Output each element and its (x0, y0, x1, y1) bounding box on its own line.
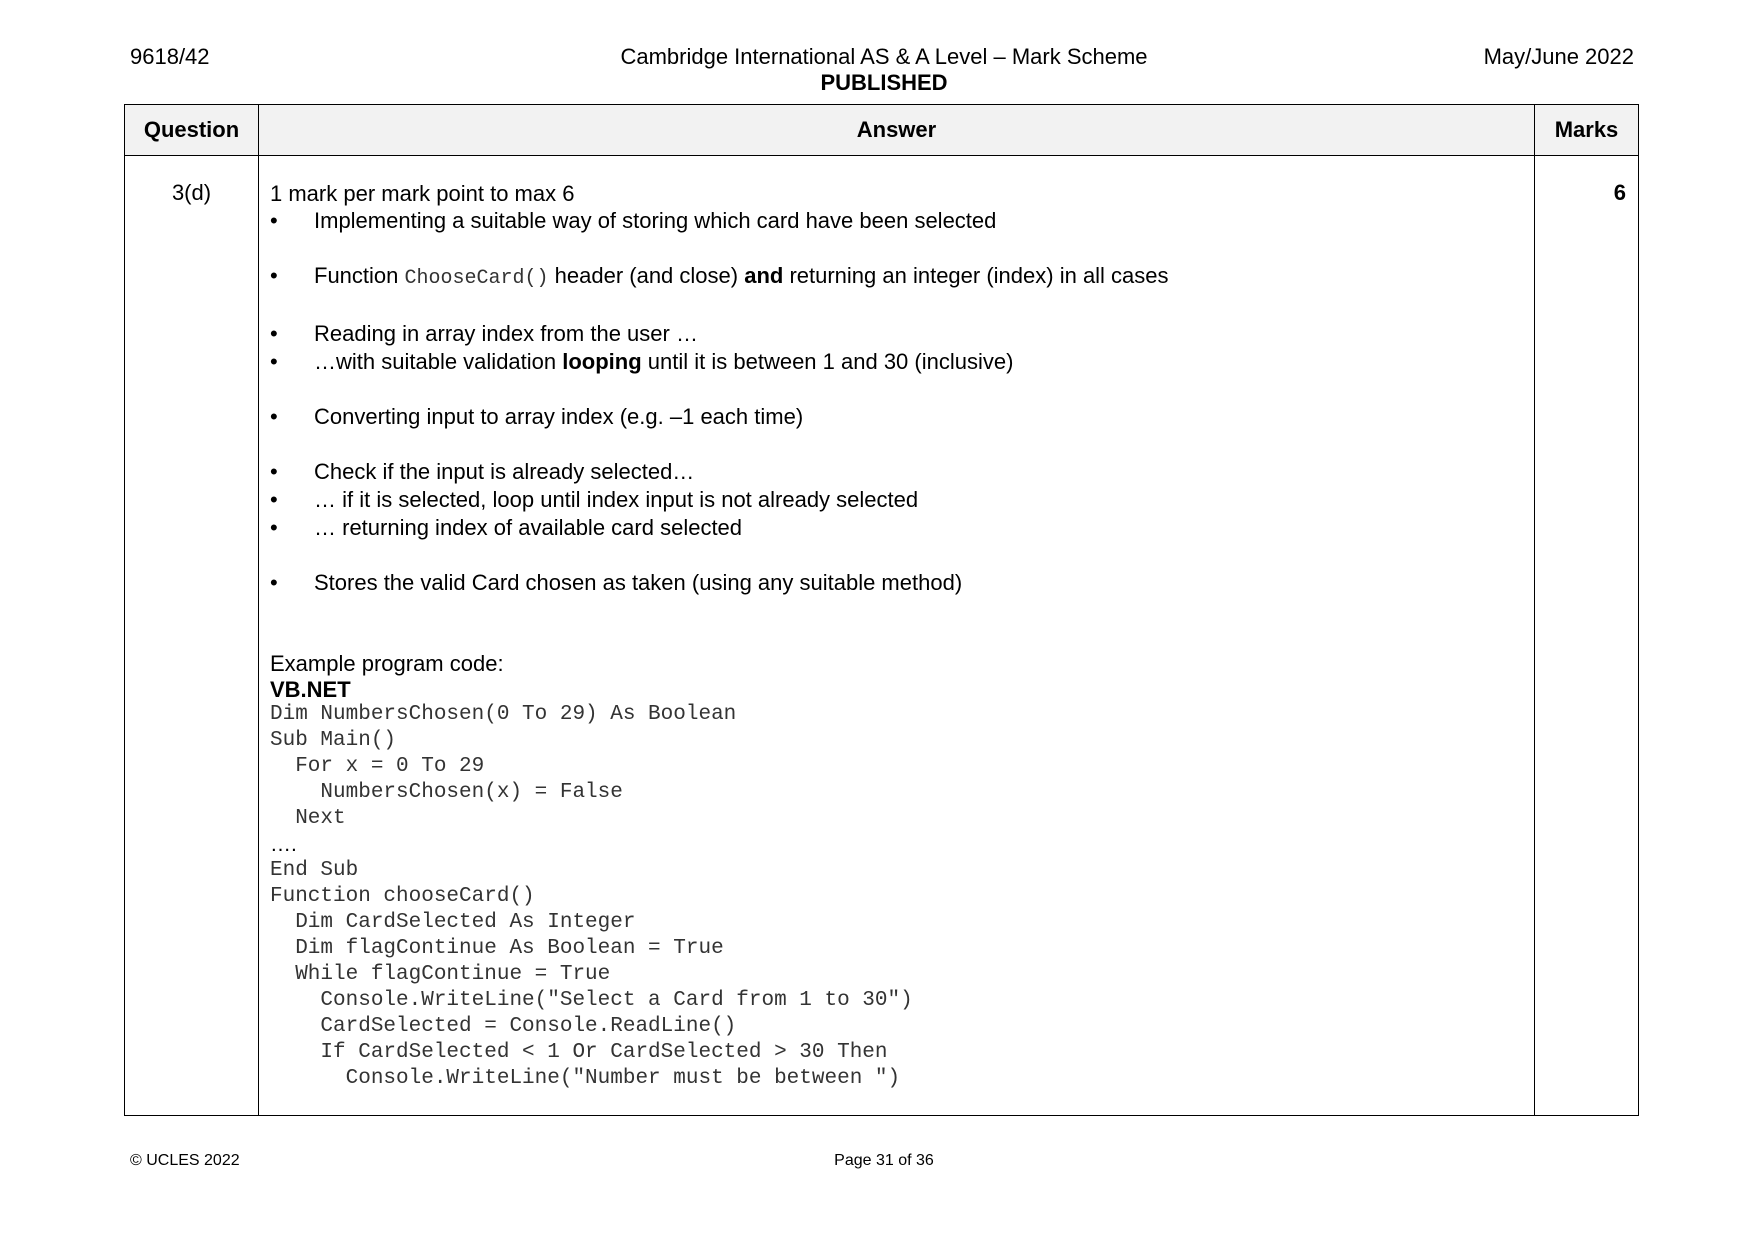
bullet-icon: • (270, 487, 278, 512)
published-label: PUBLISHED (820, 70, 948, 95)
list-item: • Reading in array index from the user … (270, 321, 698, 346)
list-item: • Check if the input is already selected… (270, 459, 695, 484)
paper-code: 9618/42 (130, 44, 210, 69)
bullet-group-6 (270, 569, 1524, 597)
page-number: Page 31 of 36 (834, 1152, 934, 1169)
column-header-question: Question (125, 105, 259, 156)
code-block-continued: End Sub Function chooseCard() Dim CardSelected As Integer Dim flagContinue As Boolean = True While flagContinue = True Console.WriteLine("Select a Card from 1 to 30") CardSelected = Console.ReadLine() If CardSelected < 1 Or CardSelected > 30 Then Console.WriteLine("Number must be between ") (270, 859, 913, 1090)
column-header-answer: Answer (259, 105, 1535, 156)
list-item: • Function ChooseCard() header (and close) and returning an integer (index) in all cases (270, 263, 1169, 290)
bullet-group-2 (270, 262, 1524, 293)
bullet-group-3 (270, 320, 1524, 376)
list-item: • Stores the valid Card chosen as taken (using any suitable method) (270, 570, 963, 595)
bullet-icon: • (270, 404, 278, 429)
mark-scheme-table (124, 104, 1639, 1116)
mark-intro: 1 mark per mark point to max 6 (270, 181, 575, 206)
answer-cell (259, 156, 1535, 1116)
document-title: Cambridge International AS & A Level – Mark Scheme (620, 44, 1148, 69)
list-item: • Converting input to array index (e.g. –1 each time) (270, 404, 804, 429)
language-label: VB.NET (270, 677, 351, 702)
bullet-icon: • (270, 208, 278, 233)
list-item: • Implementing a suitable way of storing which card have been selected (270, 208, 997, 233)
bullet-icon: • (270, 459, 278, 484)
code-ellipsis: …. (270, 833, 297, 856)
bullet-group-5 (270, 458, 1524, 542)
inline-code: ChooseCard() (404, 267, 549, 290)
bullet-group-1 (270, 207, 1524, 235)
example-label: Example program code: (270, 651, 504, 676)
table-row (125, 156, 1639, 1116)
exam-session: May/June 2022 (1483, 44, 1634, 69)
bullet-icon: • (270, 515, 278, 540)
marks-value: 6 (1535, 156, 1639, 1116)
bullet-icon: • (270, 263, 278, 288)
table-header-row (125, 105, 1639, 156)
copyright: © UCLES 2022 (130, 1152, 240, 1169)
code-block: Dim NumbersChosen(0 To 29) As Boolean Sub Main() For x = 0 To 29 NumbersChosen(x) = False Next (270, 703, 737, 830)
bullet-icon: • (270, 349, 278, 374)
list-item: • … returning index of available card selected (270, 515, 743, 540)
list-item: • …with suitable validation looping until it is between 1 and 30 (inclusive) (270, 349, 1014, 374)
column-header-marks: Marks (1535, 105, 1639, 156)
bullet-group-4 (270, 403, 1524, 431)
bullet-icon: • (270, 570, 278, 595)
bullet-icon: • (270, 321, 278, 346)
question-number: 3(d) (125, 156, 259, 1116)
list-item: • … if it is selected, loop until index input is not already selected (270, 487, 919, 512)
